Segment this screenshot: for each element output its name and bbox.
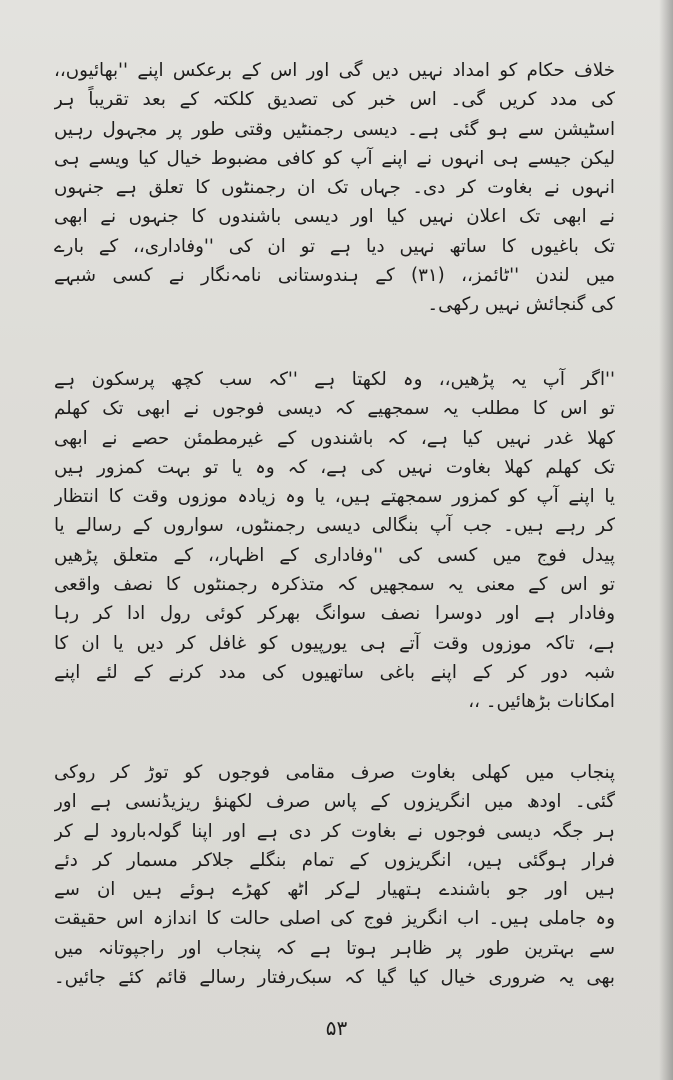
text-line: خلاف حکام کو امداد نہیں دیں گی اور اس کے برعکس اپنے ''بھائیوں،،: [54, 60, 615, 81]
paragraph-2-quotation: [54, 365, 615, 717]
text-line: اسٹیشن سے ہو گئی ہے۔ دیسی رجمنٹیں وقتی طور پر مجہول رہیں: [54, 118, 615, 140]
text-line: گئی۔ اودھ میں انگریزوں کے پاس صرف لکھنؤ ریزیڈنسی ہے اور: [54, 791, 615, 813]
text-line: کر رہے ہیں۔ جب آپ بنگالی دیسی رجمنٹوں، سواروں کے رسالے یا: [54, 515, 615, 537]
text-line: انہوں نے بغاوت کر دی۔ جہاں تک ان رجمنٹوں کا تعلق ہے جنہوں: [54, 177, 615, 199]
text-line: فرار ہوگئی ہیں، انگریزوں کے تمام بنگلے جلاکر مسمار کر دئے: [54, 849, 615, 871]
text-line: تک کھلم کھلا بغاوت نہیں کی ہے، کہ وہ یا تو بہت کمزور ہیں: [54, 456, 615, 478]
text-line: تک باغیوں کا ساتھ نہیں دیا ہے تو ان کی ''وفاداری،، کے بارے: [54, 235, 615, 257]
text-line: یا اپنے آپ کو کمزور سمجھتے ہیں، یا وہ زیادہ موزوں وقت کا انتظار: [54, 486, 615, 508]
page-edge-shadow: [659, 0, 673, 1080]
text-line: امکانات بڑھائیں۔ ،،: [468, 691, 615, 713]
text-line: شبہ دور کر کے اپنے باغی ساتھیوں کی مدد کرنے کے لئے اپنے: [54, 661, 615, 683]
text-line: وہ جاملی ہیں۔ اب انگریز فوج کی اصلی حالت کا اندازہ اس حقیقت: [54, 908, 615, 930]
text-line: میں لندن ''ٹائمز،، (۳۱) کے ہندوستانی نامہ‌نگار نے کسی شبہے: [54, 265, 615, 287]
paragraph-3: [54, 758, 615, 992]
text-line: ہے، تاکہ موزوں وقت آتے ہی یورپیوں کو غافل کر دیں یا ان کا: [54, 632, 615, 654]
text-line: نے ابھی تک اعلان نہیں کیا اور دیسی باشندوں کا جنہوں نے ابھی: [54, 206, 615, 228]
text-line: کی گنجائش نہیں رکھی۔: [427, 294, 615, 316]
text-line: لیکن جیسے ہی انہوں نے اپنے آپ کو کافی مضبوط خیال کیا ویسے ہی: [54, 147, 615, 169]
text-line: ''اگر آپ یہ پڑھیں،، وہ لکھتا ہے ''کہ سب کچھ پرسکون ہے: [54, 369, 615, 390]
text-line: ہر جگہ دیسی فوجوں نے بغاوت کر دی ہے اور اپنا گولہ‌بارود لے کر: [54, 820, 615, 842]
text-line: سے بہترین طور پر ظاہر ہوتا ہے کہ پنجاب اور راجپوتانہ میں: [54, 937, 615, 959]
page-number: ۵۳: [325, 1016, 348, 1040]
text-line: تو اس کا مطلب یہ سمجھیے کہ دیسی فوجوں نے ابھی تک کھلم: [54, 398, 615, 420]
text-line: وفادار ہے اور دوسرا نصف سوانگ بھرکر کوئی رول ادا کر رہا: [54, 603, 615, 625]
paragraph-1: [54, 56, 615, 320]
text-line: بھی یہ ضروری خیال کیا گیا کہ سبک‌رفتار رسالے قائم کئے جائیں۔: [54, 967, 615, 989]
text-line: کھلا غدر نہیں کیا ہے، کہ باشندوں کے غیرمطمئن حصے نے ابھی: [54, 427, 615, 449]
text-line: ہیں اور جو باشندے ہتھیار لےکر اٹھ کھڑے ہوئے ہیں ان سے: [54, 879, 615, 901]
text-line: تو اس کے معنی یہ سمجھیں کہ متذکرہ رجمنٹوں کا نصف واقعی: [54, 574, 615, 596]
text-line: پیدل فوج میں کسی کی ''وفاداری کے اظہار،، کے متعلق پڑھیں: [54, 544, 615, 566]
text-line: کی مدد کریں گی۔ اس خبر کی تصدیق کلکتہ کے بعد تقریباً ہر: [54, 89, 615, 111]
text-line: پنجاب میں کھلی بغاوت صرف مقامی فوجوں کو توڑ کر روکی: [54, 762, 615, 783]
